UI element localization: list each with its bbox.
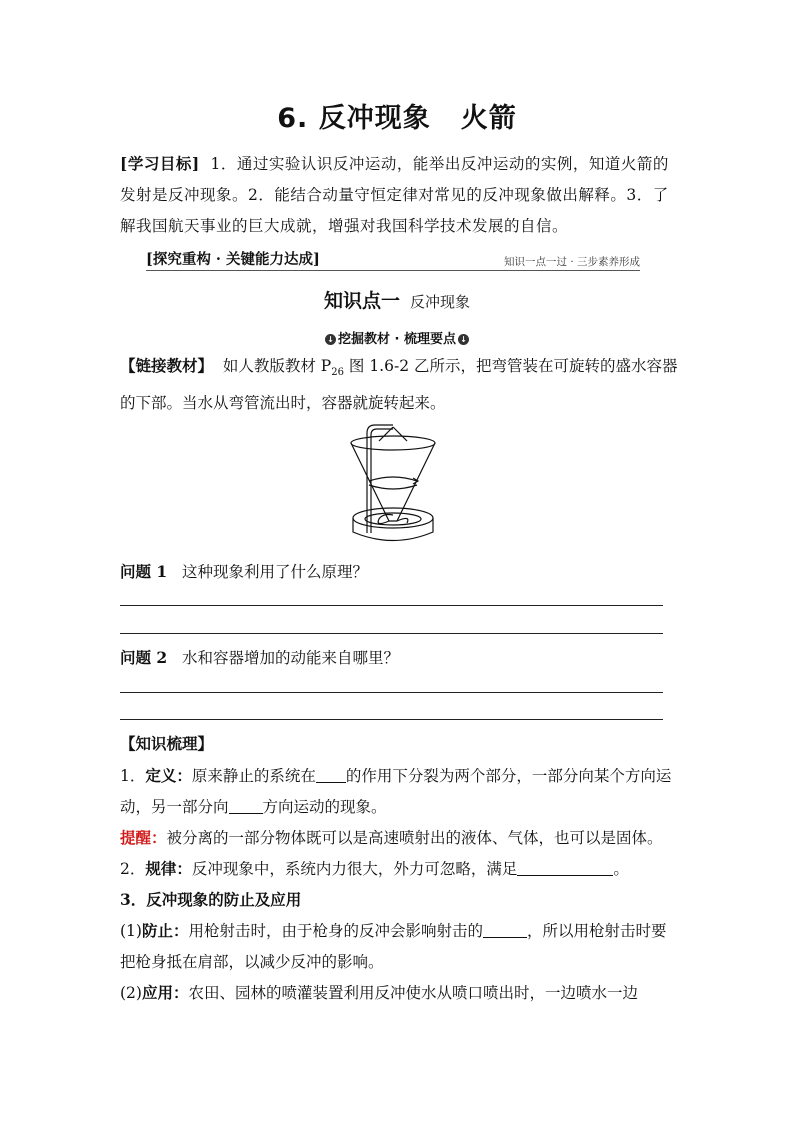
summary-item-3a (120, 915, 680, 978)
question-1 (120, 560, 368, 582)
link-label: 【链接教材】 (120, 356, 214, 375)
goals-text: 1．通过实验认识反冲运动，能举出反冲运动的实例，知道火箭的发射是反冲现象。2．能结合动量守恒定律对常见的反冲现象做出解释。3．了解我国航天事业的巨大成就，增强对我国科学技术发展的自信。 (120, 155, 669, 235)
down-arrow-icon: ↓ (325, 334, 336, 345)
answer-line[interactable] (120, 719, 663, 720)
question-2-text: 水和容器增加的动能来自哪里？ (181, 649, 399, 667)
item-term: 定义： (145, 766, 192, 785)
summary-item-3: 3．反冲现象的防止及应用 (120, 890, 302, 909)
tip-label: 提醒： (120, 828, 167, 847)
item-text: 方向运动的现象。 (262, 798, 387, 816)
fill-blank[interactable] (517, 859, 613, 876)
item-term: 防止： (141, 921, 189, 940)
banner-right: 知识一点一过 · 三步素养形成 (503, 256, 640, 268)
item-number: 2． (120, 860, 146, 878)
question-1-text: 这种现象利用了什么原理？ (181, 563, 368, 581)
tip (120, 822, 690, 854)
section-banner (146, 248, 640, 271)
title-main: 6. 反冲现象 (277, 103, 431, 134)
item-term: 规律： (145, 859, 192, 878)
item-text: 农田、园林的喷灌装置利用反冲使水从喷口喷出时，一边喷水一边 (188, 984, 638, 1002)
page-title (0, 96, 794, 135)
link-text-a: 如人教版教材 P (222, 357, 332, 375)
subheading-text: 挖掘教材 · 梳理要点 (338, 332, 456, 347)
fill-blank[interactable] (229, 797, 263, 814)
item-text: ，所以用枪射击时要把枪身抵在肩部，以减少反冲的影响。 (120, 922, 667, 971)
summary-item-3b (120, 977, 680, 1009)
item-term: 应用： (141, 983, 189, 1002)
summary-item-1 (120, 760, 680, 823)
fill-blank[interactable] (316, 766, 346, 783)
item-text: 的作用下分裂为两个部分，一部分向某个方向运动，另一部分向 (120, 767, 672, 816)
item-text: 反冲现象中，系统内力很大，外力可忽略，满足 (191, 860, 518, 878)
answer-line[interactable] (120, 605, 663, 606)
learning-goals (120, 148, 680, 242)
textbook-link (120, 350, 680, 419)
link-subscript: 26 (331, 367, 344, 379)
item-text: 原来静止的系统在 (191, 767, 316, 785)
down-arrow-icon: ↓ (458, 334, 469, 345)
question-1-label: 问题 1 (120, 562, 168, 581)
tip-text: 被分离的一部分物体既可以是高速喷射出的液体、气体，也可以是固体。 (166, 829, 663, 847)
item-text: 用枪射击时，由于枪身的反冲会影响射击的 (188, 922, 483, 940)
rotating-container-figure (345, 415, 445, 545)
title-sub: 火箭 (460, 103, 517, 134)
link-text-b: 图 1.6-2 乙所示，把弯管装在可旋转的盛水容器的下部。当水从弯管流出时，容器就旋转起来。 (120, 357, 678, 413)
answer-line[interactable] (120, 633, 663, 634)
answer-line[interactable] (120, 692, 663, 693)
item-number: 1． (120, 767, 146, 785)
summary-label: 【知识梳理】 (120, 734, 214, 753)
subheading (0, 328, 794, 347)
knowledge-point-heading (0, 286, 794, 313)
question-2 (120, 646, 399, 668)
fill-blank[interactable] (483, 921, 527, 938)
summary-item-2 (120, 853, 680, 885)
goals-label: [学习目标] (120, 154, 200, 173)
banner-left: [探究重构 · 关键能力达成] (146, 251, 320, 268)
item-number: (2) (120, 984, 142, 1002)
item-number: (1) (120, 922, 142, 940)
item-text: 。 (613, 860, 629, 878)
question-2-label: 问题 2 (120, 648, 168, 667)
knowledge-point-name: 反冲现象 (410, 293, 471, 311)
knowledge-point-number: 知识点一 (323, 290, 400, 312)
